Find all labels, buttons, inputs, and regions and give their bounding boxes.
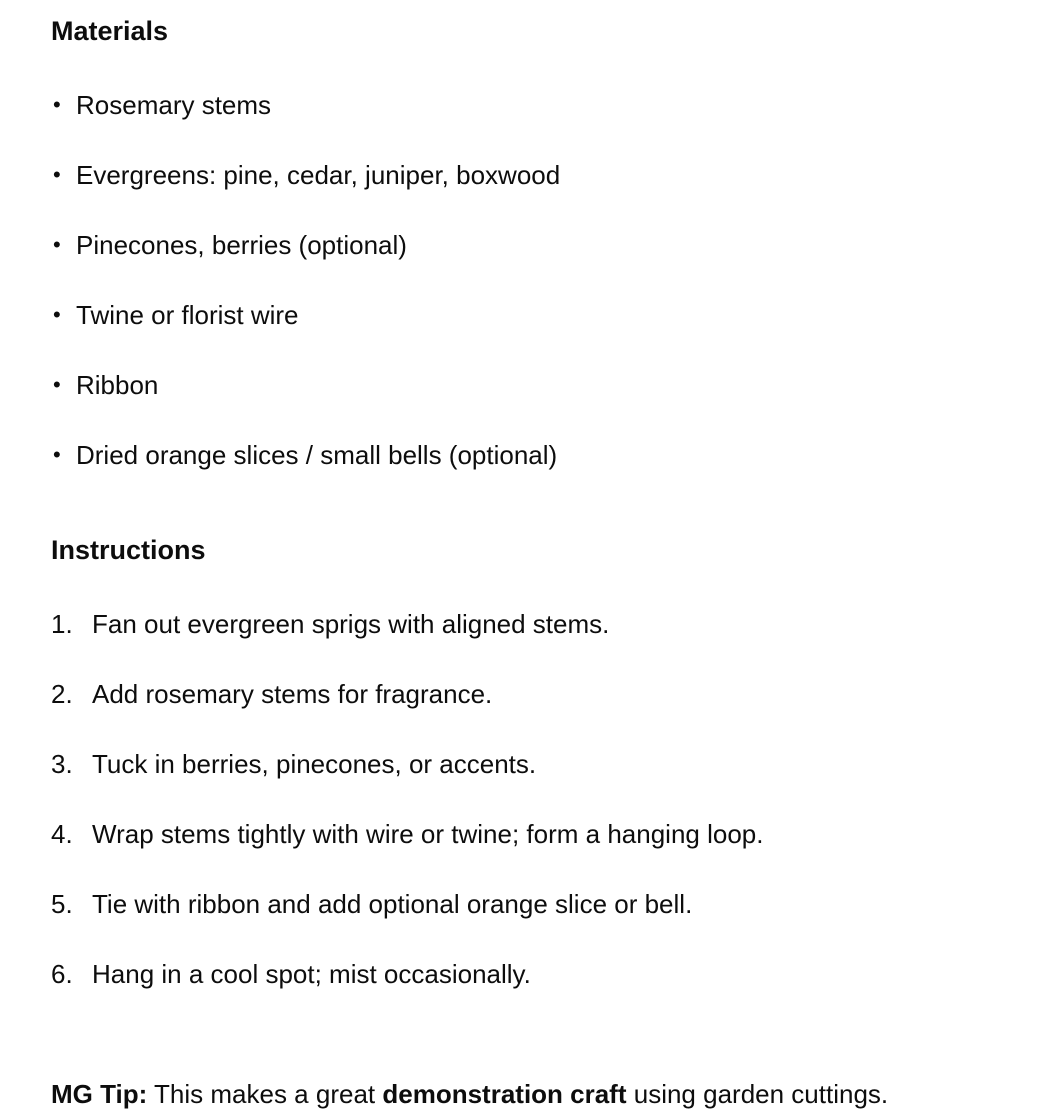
tip-emphasis: demonstration craft xyxy=(382,1079,627,1109)
tip-text-before: This makes a great xyxy=(147,1079,383,1109)
bullet-icon: • xyxy=(53,302,61,327)
mg-tip xyxy=(51,1078,888,1110)
list-item-text: Ribbon xyxy=(76,370,159,400)
list-item-text: Evergreens: pine, cedar, juniper, boxwood xyxy=(76,160,561,190)
bullet-icon: • xyxy=(53,162,61,187)
tip-label: MG Tip: xyxy=(51,1079,148,1109)
step-text: Tie with ribbon and add optional orange slice or bell. xyxy=(92,889,693,919)
list-item-text: Twine or florist wire xyxy=(76,300,299,330)
instructions-heading: Instructions xyxy=(51,535,206,565)
step-number: 4. xyxy=(51,819,73,849)
step-number: 5. xyxy=(51,889,73,919)
step-number: 3. xyxy=(51,749,73,779)
materials-heading: Materials xyxy=(51,16,169,46)
bullet-icon: • xyxy=(53,442,61,467)
step-number: 2. xyxy=(51,679,73,709)
step-number: 6. xyxy=(51,959,73,989)
step-text: Add rosemary stems for fragrance. xyxy=(92,679,493,709)
step-text: Fan out evergreen sprigs with aligned stems. xyxy=(92,609,610,639)
bullet-icon: • xyxy=(53,372,61,397)
bullet-icon: • xyxy=(53,92,61,117)
step-text: Wrap stems tightly with wire or twine; form a hanging loop. xyxy=(92,819,764,849)
step-text: Hang in a cool spot; mist occasionally. xyxy=(92,959,531,989)
step-text: Tuck in berries, pinecones, or accents. xyxy=(92,749,537,779)
list-item-text: Pinecones, berries (optional) xyxy=(76,230,407,260)
step-number: 1. xyxy=(51,609,73,639)
list-item-text: Rosemary stems xyxy=(76,90,272,120)
list-item-text: Dried orange slices / small bells (optional) xyxy=(76,440,558,470)
tip-text-after: using garden cuttings. xyxy=(626,1079,889,1109)
bullet-icon: • xyxy=(53,232,61,257)
